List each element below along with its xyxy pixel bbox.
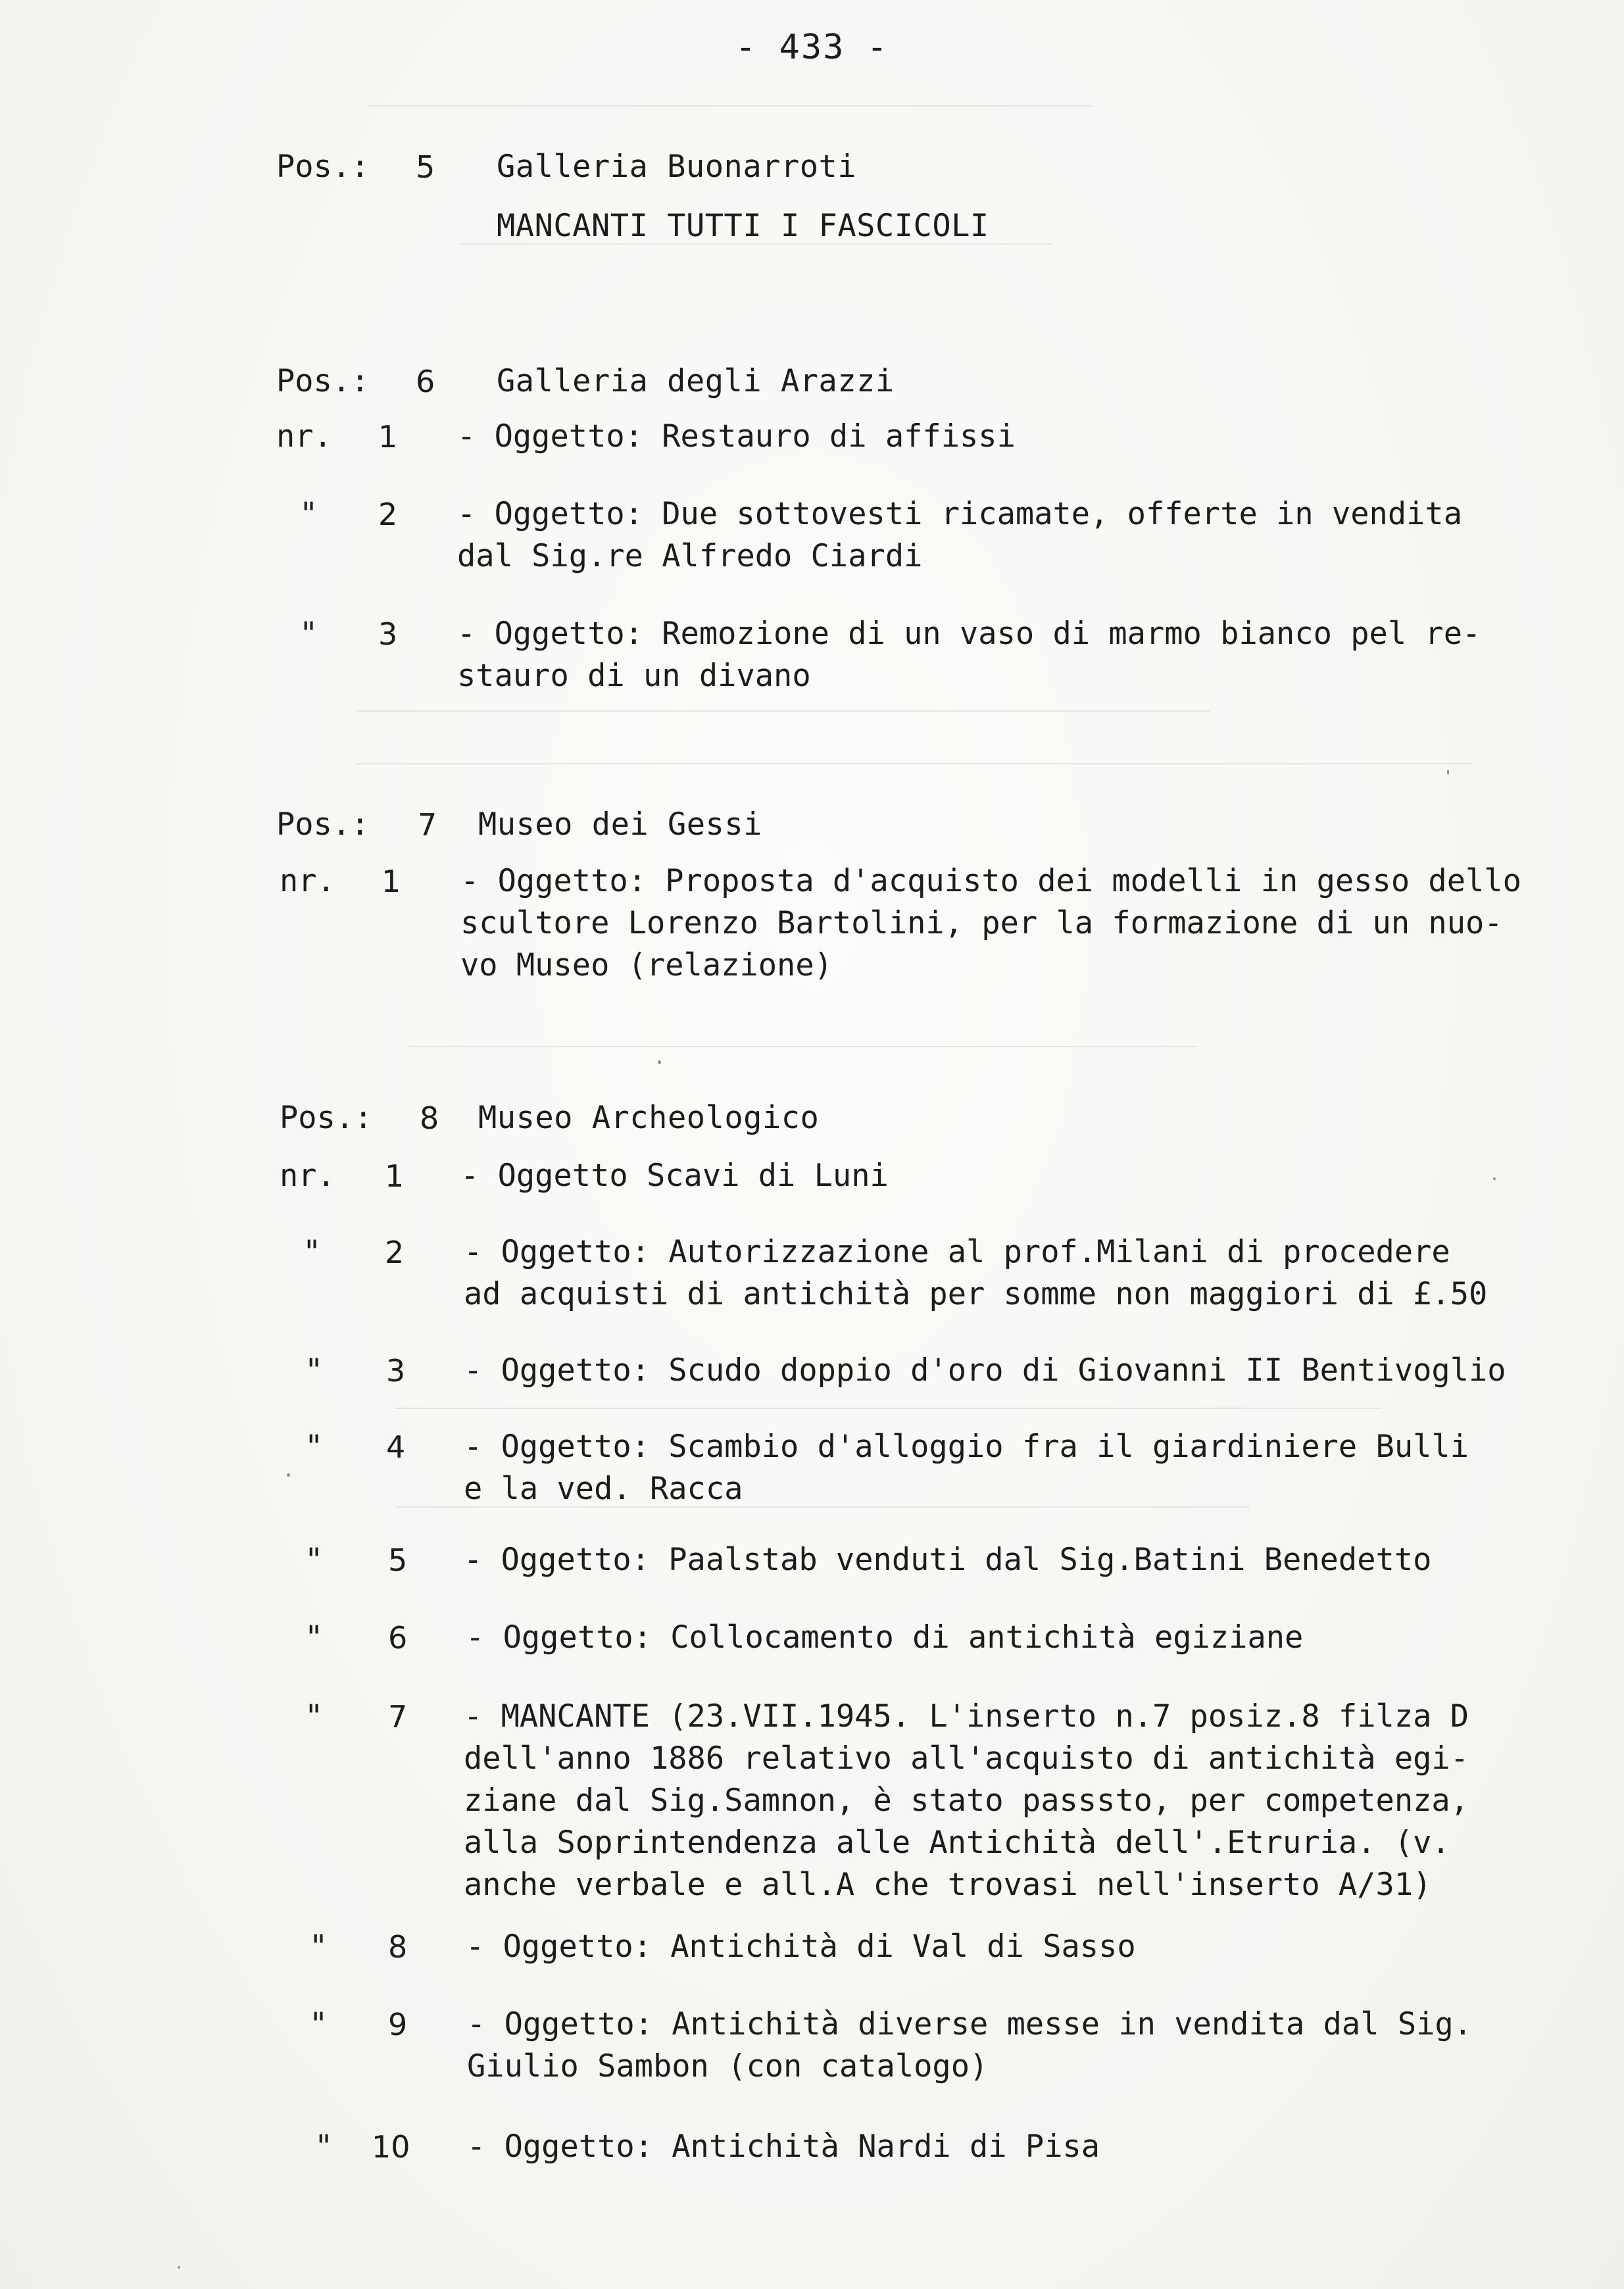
item-text-line: anche verbale e all.A che trovasi nell'inserto A/31) [464, 1867, 1432, 1903]
scan-speck [658, 1060, 661, 1064]
item-prefix: " [314, 2129, 333, 2165]
item-text-line: dell'anno 1886 relativo all'acquisto di antichità egi- [464, 1740, 1469, 1777]
item-number: 2 [385, 1235, 405, 1270]
bleed-through-mark [355, 763, 1473, 764]
section-title: Galleria degli Arazzi [497, 363, 895, 399]
item-text-line: - Oggetto Scavi di Luni [460, 1158, 889, 1194]
item-text-line: - Oggetto: Scudo doppio d'oro di Giovanni II Bentivoglio [464, 1352, 1506, 1389]
item-text [460, 860, 1612, 987]
scan-speck [178, 2266, 180, 2269]
item-number: 2 [378, 497, 398, 532]
item-number: 8 [388, 1929, 408, 1965]
item-text-line: ziane dal Sig.Samnon, è stato passsto, per competenza, [464, 1783, 1469, 1819]
item-number: 4 [386, 1429, 406, 1465]
item-prefix: nr. [280, 863, 335, 899]
item-text-line: - MANCANTE (23.VII.1945. L'inserto n.7 posiz.8 filza D [464, 1698, 1469, 1735]
item-prefix: " [309, 1929, 328, 1965]
item-text-line: - Oggetto: Scambio d'alloggio fra il giardiniere Bulli [464, 1429, 1469, 1465]
item-number: 6 [388, 1620, 408, 1656]
pos-number: 6 [416, 364, 435, 399]
item-text [457, 613, 1608, 697]
item-prefix: " [305, 1542, 324, 1578]
item-prefix: nr. [280, 1158, 335, 1194]
item-number: 1 [385, 1158, 405, 1194]
item-text [464, 1426, 1615, 1510]
item-text-line: e la ved. Racca [464, 1471, 743, 1507]
item-text-line: - Oggetto: Due sottovesti ricamate, offerte in vendita [457, 496, 1463, 532]
item-prefix: " [305, 1698, 324, 1735]
item-text-line: stauro di un divano [457, 658, 811, 694]
pos-label: Pos.: [280, 1100, 373, 1136]
item-prefix: nr. [276, 418, 332, 455]
item-text [464, 1696, 1615, 1906]
item-text-line: alla Soprintendenza alle Antichità dell'.Etruria. (v. [464, 1825, 1450, 1861]
item-prefix: " [305, 1429, 324, 1465]
item-text [466, 1617, 1617, 1659]
item-text [460, 1155, 1612, 1197]
item-number: 7 [388, 1699, 408, 1735]
item-text-line: vo Museo (relazione) [460, 947, 833, 983]
pos-number: 7 [418, 807, 437, 843]
item-text [467, 2004, 1618, 2088]
pos-label: Pos.: [276, 806, 370, 843]
item-number: 5 [388, 1542, 408, 1578]
item-text-line: - Oggetto: Antichità diverse messe in vendita dal Sig. [467, 2006, 1473, 2042]
item-prefix: " [305, 1619, 324, 1656]
item-text-line: - Oggetto: Collocamento di antichità egiziane [466, 1619, 1304, 1656]
item-text-line: - Oggetto: Autorizzazione al prof.Milani di procedere [464, 1234, 1450, 1270]
bleed-through-mark [368, 105, 1092, 107]
item-text [464, 1539, 1615, 1581]
bleed-through-mark [408, 1046, 1197, 1047]
pos-label: Pos.: [276, 363, 370, 399]
item-prefix: " [309, 2006, 328, 2042]
section-note: MANCANTI TUTTI I FASCICOLI [497, 208, 989, 244]
scan-speck [1447, 770, 1449, 775]
section-title: Galleria Buonarroti [497, 149, 857, 185]
page-number: - 433 - [735, 28, 889, 67]
item-text-line: - Oggetto: Antichità di Val di Sasso [466, 1929, 1136, 1965]
item-text [464, 1231, 1615, 1316]
item-text [466, 1926, 1617, 1968]
item-number: 10 [372, 2129, 410, 2165]
item-prefix: " [299, 496, 318, 532]
item-text-line: - Oggetto: Paalstab venduti dal Sig.Batini Benedetto [464, 1542, 1432, 1578]
item-number: 3 [386, 1353, 406, 1389]
item-text-line: - Oggetto: Proposta d'acquisto dei modelli in gesso dello [460, 863, 1521, 899]
bleed-through-mark [355, 710, 1210, 712]
scan-speck [1493, 1177, 1496, 1180]
item-prefix: " [303, 1234, 322, 1270]
item-text-line: - Oggetto: Remozione di un vaso di marmo bianco pel re- [457, 616, 1481, 652]
item-number: 1 [381, 864, 401, 899]
item-prefix: " [299, 616, 318, 652]
bleed-through-mark [395, 1408, 1381, 1409]
item-text-line: ad acquisti di antichità per somme non maggiori di £.50 [464, 1276, 1488, 1312]
scan-speck [287, 1473, 290, 1477]
pos-number: 8 [420, 1100, 439, 1136]
item-prefix: " [305, 1352, 324, 1389]
pos-label: Pos.: [276, 149, 370, 185]
section-title: Museo dei Gessi [478, 806, 762, 843]
item-text-line: scultore Lorenzo Bartolini, per la formazione di un nuo- [460, 905, 1503, 941]
item-text-line: - Oggetto: Restauro di affissi [457, 418, 1016, 455]
section-title: Museo Archeologico [478, 1100, 820, 1136]
item-text-line: - Oggetto: Antichità Nardi di Pisa [467, 2129, 1100, 2165]
item-text [467, 2126, 1618, 2168]
pos-number: 5 [416, 149, 435, 185]
item-text-line: dal Sig.re Alfredo Ciardi [457, 538, 923, 574]
item-text [464, 1350, 1615, 1392]
item-text [457, 493, 1608, 578]
item-number: 1 [378, 419, 398, 455]
item-text [457, 416, 1608, 458]
item-number: 3 [378, 616, 398, 652]
item-text-line: Giulio Sambon (con catalogo) [467, 2048, 989, 2084]
item-number: 9 [388, 2007, 408, 2042]
